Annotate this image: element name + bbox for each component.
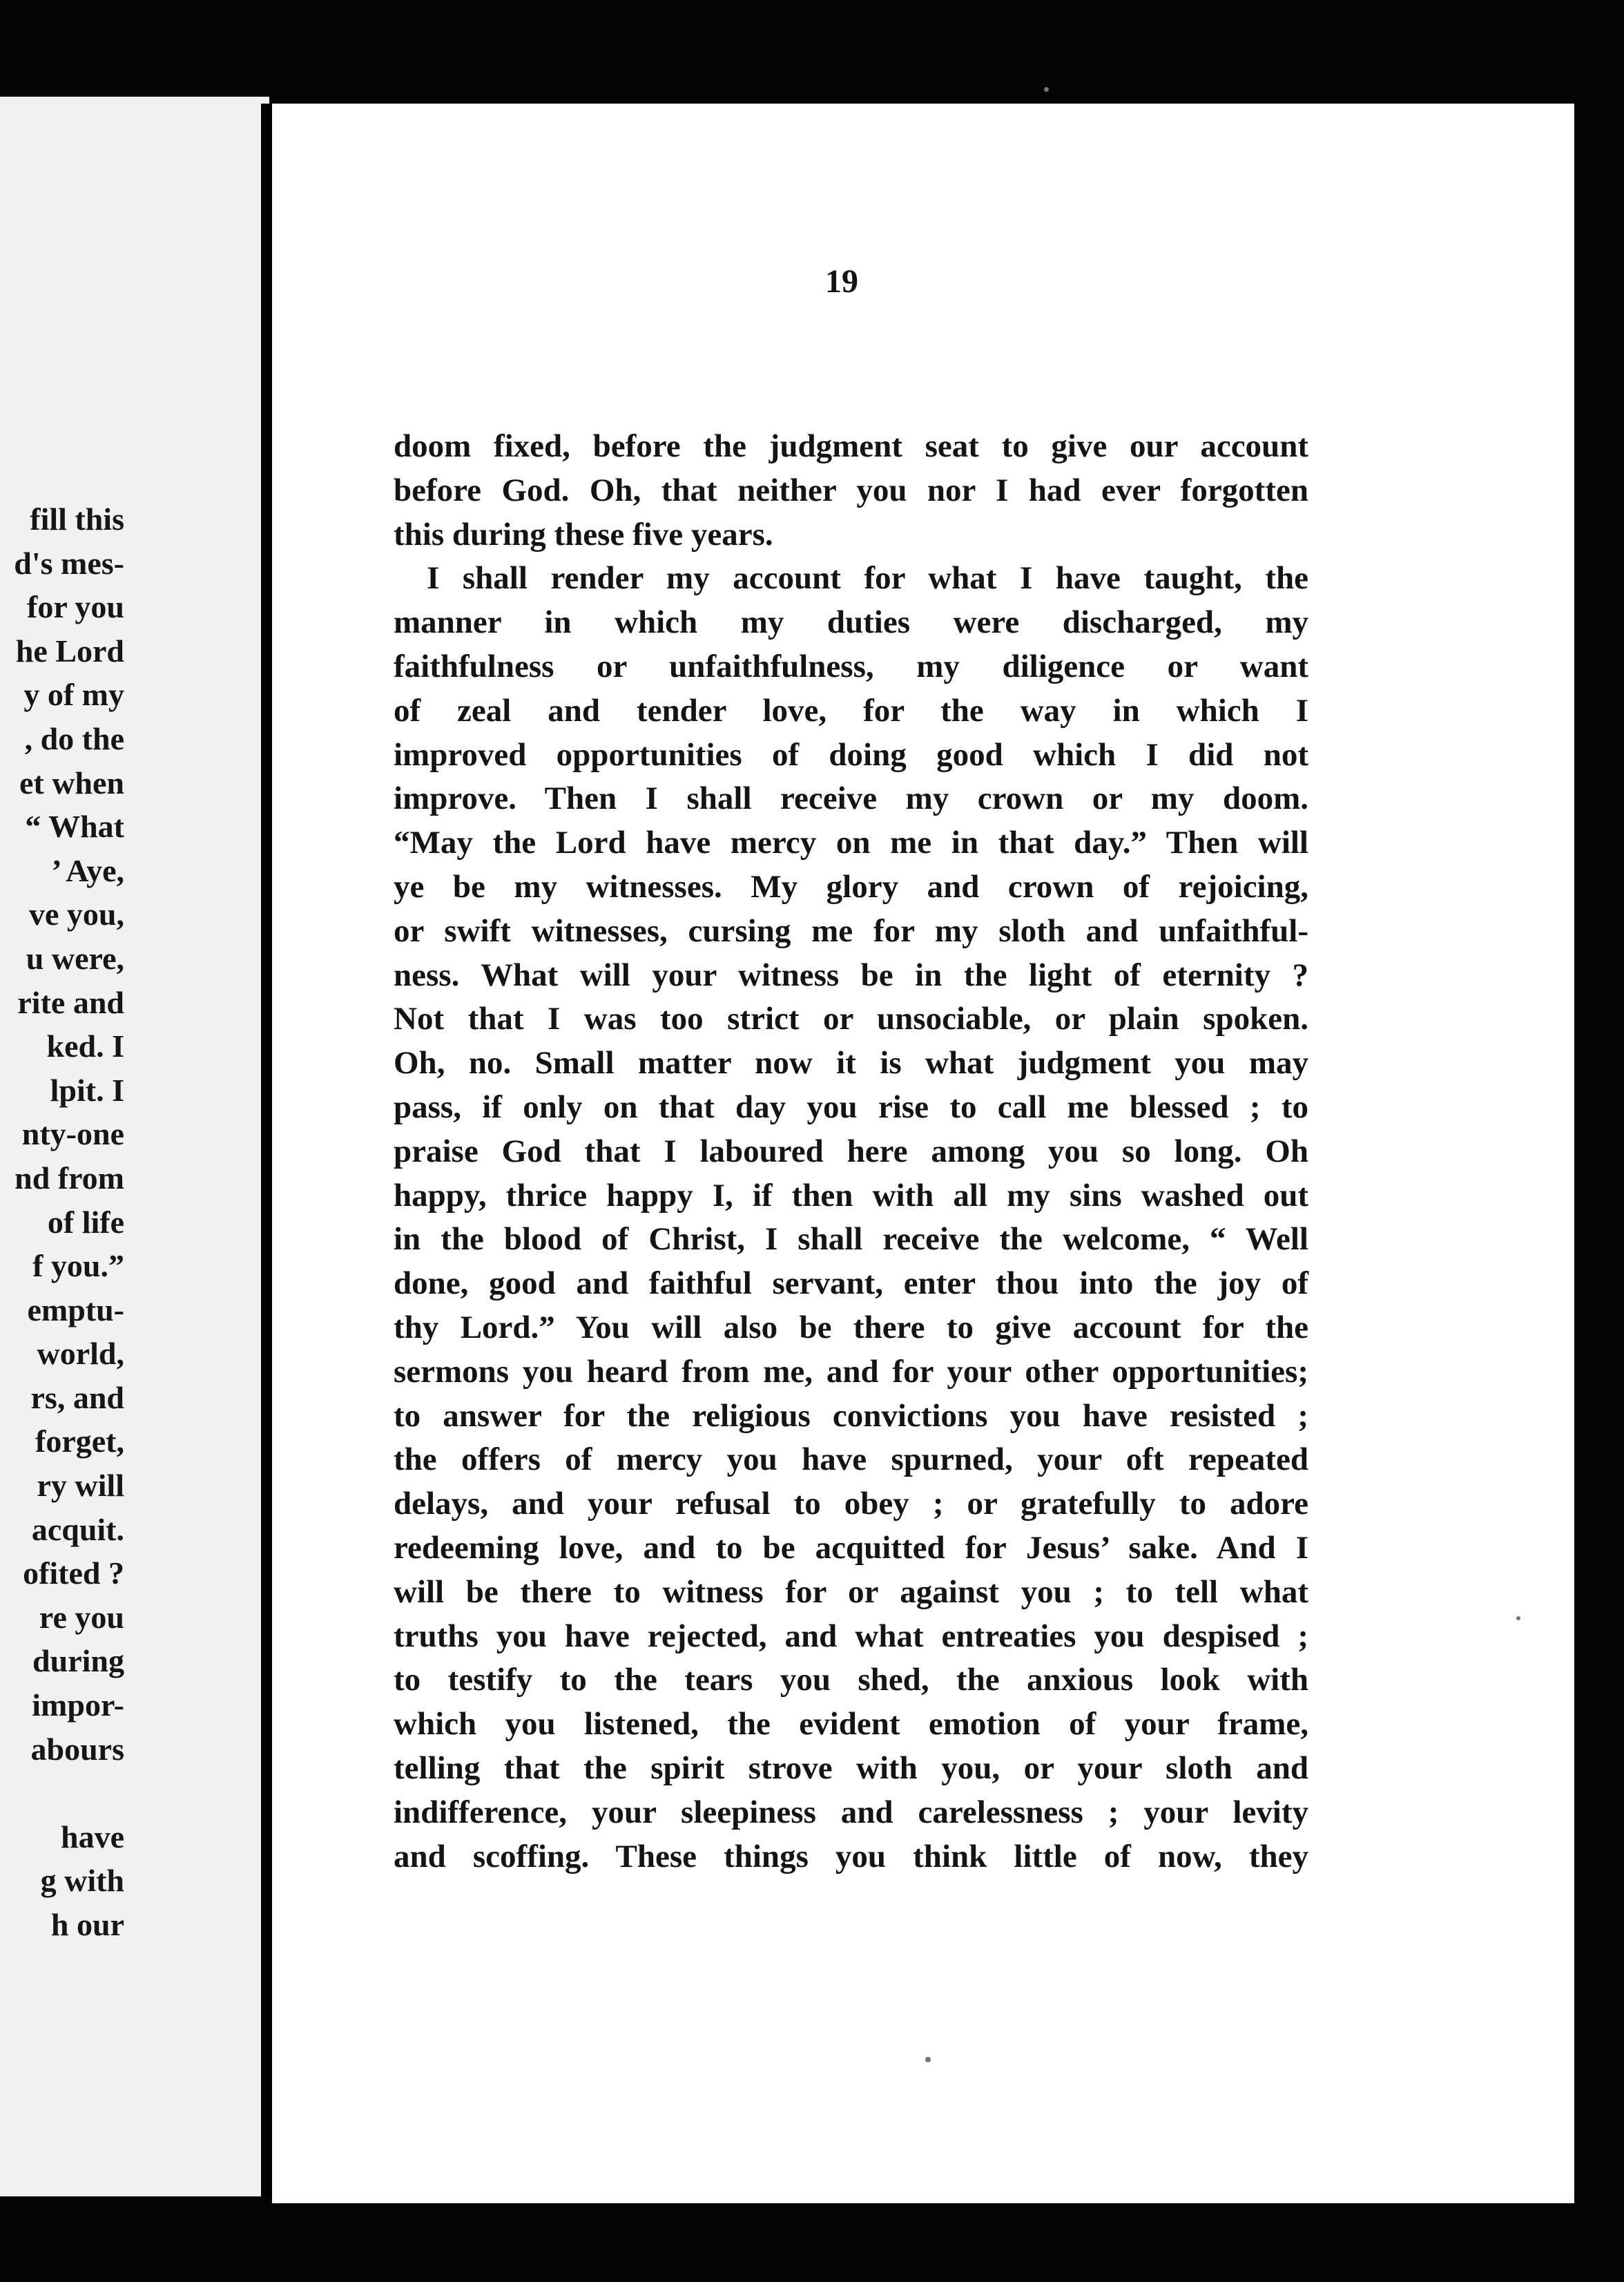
body-text bbox=[394, 425, 1308, 1879]
facing-page bbox=[0, 97, 269, 2196]
text-line: indifference, your sleepiness and carelessness ; your levity bbox=[394, 1794, 1308, 1830]
text-line: sermons you heard from me, and for your other opportunities; bbox=[394, 1353, 1308, 1390]
facing-line: ked. I bbox=[46, 1028, 124, 1064]
facing-line: h our bbox=[50, 1907, 124, 1942]
text-line: in the blood of Christ, I shall receive the welcome, “ Well bbox=[394, 1221, 1308, 1258]
facing-line: nd from bbox=[14, 1160, 124, 1196]
facing-line: rite and bbox=[17, 984, 124, 1020]
text-line: will be there to witness for or against you ; to tell what bbox=[394, 1573, 1308, 1610]
facing-line bbox=[14, 1771, 124, 1815]
text-line: thy Lord.” You will also be there to give account for the bbox=[394, 1309, 1308, 1345]
facing-line: y of my bbox=[23, 677, 124, 713]
text-line: delays, and your refusal to obey ; or gratefully to adore bbox=[394, 1486, 1308, 1522]
book-binding bbox=[261, 104, 272, 2196]
facing-line: rs, and bbox=[30, 1379, 124, 1415]
text-line: ye be my witnesses. My glory and crown of rejoicing, bbox=[394, 868, 1308, 905]
facing-line: “ What bbox=[25, 809, 124, 845]
text-line: Not that I was too strict or unsociable, or plain spoken. bbox=[394, 1001, 1308, 1037]
facing-page-text bbox=[14, 497, 124, 1947]
text-line: “May the Lord have mercy on me in that day.” Then will bbox=[394, 825, 1308, 861]
text-line: doom fixed, before the judgment seat to give our account bbox=[394, 428, 1308, 464]
facing-line: u were, bbox=[26, 940, 124, 976]
text-line: happy, thrice happy I, if then with all my sins washed out bbox=[394, 1177, 1308, 1214]
facing-line: nty-one bbox=[21, 1116, 124, 1152]
facing-line: forget, bbox=[35, 1423, 124, 1459]
text-line: Oh, no. Small matter now it is what judgment you may bbox=[394, 1045, 1308, 1082]
text-line: I shall render my account for what I have taught, the bbox=[427, 560, 1308, 597]
facing-line: d's mes- bbox=[14, 545, 124, 581]
facing-line: f you.” bbox=[32, 1248, 124, 1284]
text-line: improved opportunities of doing good which I did not bbox=[394, 736, 1308, 773]
text-line: and scoffing. These things you think little of now, they bbox=[394, 1838, 1308, 1875]
facing-line: of life bbox=[47, 1204, 124, 1240]
text-line: of zeal and tender love, for the way in which I bbox=[394, 692, 1308, 729]
facing-line: for you bbox=[27, 589, 124, 625]
ink-speck bbox=[925, 2057, 931, 2062]
facing-line: fill this bbox=[30, 501, 124, 537]
facing-line: re you bbox=[39, 1599, 124, 1635]
text-line: improve. Then I shall receive my crown or my doom. bbox=[394, 780, 1308, 817]
ink-speck bbox=[1516, 1616, 1520, 1620]
text-line: the offers of mercy you have spurned, your oft repeated bbox=[394, 1441, 1308, 1478]
facing-line: have bbox=[61, 1819, 124, 1854]
text-line: redeeming love, and to be acquitted for Jesus’ sake. And I bbox=[394, 1529, 1308, 1566]
text-line: truths you have rejected, and what entreaties you despised ; bbox=[394, 1618, 1308, 1654]
facing-line: impor- bbox=[32, 1687, 124, 1723]
facing-line: abours bbox=[30, 1731, 124, 1767]
text-line: to testify to the tears you shed, the anxious look with bbox=[394, 1662, 1308, 1698]
text-line: faithfulness or unfaithfulness, my diligence or want bbox=[394, 648, 1308, 684]
facing-line: ofited ? bbox=[23, 1555, 124, 1591]
facing-line: emptu- bbox=[27, 1292, 124, 1327]
facing-line: world, bbox=[37, 1336, 124, 1372]
text-line: this during these five years. bbox=[394, 516, 773, 553]
facing-line: lpit. I bbox=[50, 1072, 124, 1108]
facing-line: ry will bbox=[37, 1468, 124, 1504]
text-line: pass, if only on that day you rise to call me blessed ; to bbox=[394, 1089, 1308, 1125]
facing-line: ’ Aye, bbox=[51, 852, 124, 888]
facing-line: he Lord bbox=[15, 633, 124, 669]
ink-speck bbox=[1044, 87, 1049, 92]
facing-line: , do the bbox=[24, 720, 124, 756]
text-line: manner in which my duties were discharged, my bbox=[394, 604, 1308, 641]
text-line: or swift witnesses, cursing me for my sloth and unfaithful- bbox=[394, 912, 1308, 949]
facing-line: acquit. bbox=[31, 1511, 124, 1547]
text-line: done, good and faithful servant, enter thou into the joy of bbox=[394, 1265, 1308, 1302]
facing-line: g with bbox=[40, 1863, 124, 1899]
text-line: before God. Oh, that neither you nor I had ever forgotten bbox=[394, 472, 1308, 508]
text-line: to answer for the religious convictions you have resisted ; bbox=[394, 1397, 1308, 1434]
page-number: 19 bbox=[825, 263, 858, 300]
text-line: ness. What will your witness be in the light of eternity ? bbox=[394, 957, 1308, 993]
text-line: telling that the spirit strove with you, or your sloth and bbox=[394, 1749, 1308, 1786]
text-line: praise God that I laboured here among you so long. Oh bbox=[394, 1133, 1308, 1169]
facing-line: et when bbox=[19, 765, 124, 800]
facing-line: during bbox=[32, 1643, 124, 1679]
text-line: which you listened, the evident emotion of your frame, bbox=[394, 1706, 1308, 1743]
facing-line: ve you, bbox=[29, 897, 124, 932]
